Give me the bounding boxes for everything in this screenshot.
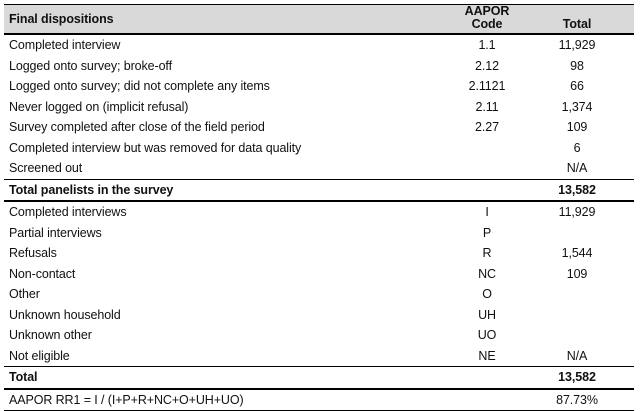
column-header-total: Total [520, 5, 634, 35]
row-aapor-code: P [482, 225, 492, 240]
row-total-value: 66 [570, 79, 584, 94]
row-aapor-code [454, 138, 520, 159]
table-row [4, 76, 634, 97]
row-aapor-code [454, 367, 520, 389]
formula-row [4, 389, 634, 411]
row-total-value: 98 [570, 58, 584, 73]
table-row [4, 305, 634, 326]
row-label: Survey completed after close of the field period [9, 120, 265, 135]
column-header-final-dispositions: Final dispositions [4, 5, 454, 35]
row-label: Other [9, 287, 40, 302]
row-label: Refusals [9, 246, 57, 261]
table-row [4, 201, 634, 223]
row-total-value: 1,544 [561, 246, 593, 261]
row-label: Logged onto survey; broke-off [9, 58, 172, 73]
row-total-value: N/A [566, 348, 588, 363]
table-row [4, 223, 634, 244]
table-row [4, 138, 634, 159]
row-total-value: 1,374 [561, 99, 593, 114]
row-aapor-code [454, 179, 520, 201]
row-label: Completed interview but was removed for data quality [9, 140, 302, 155]
row-total-value: 11,929 [558, 205, 596, 220]
table-row [4, 325, 634, 346]
row-label: AAPOR RR1 = I / (I+P+R+NC+O+UH+UO) [4, 389, 454, 411]
table-row [4, 284, 634, 305]
row-aapor-code: 2.12 [475, 58, 499, 73]
row-aapor-code: 1.1 [478, 38, 496, 53]
table-row [4, 346, 634, 367]
row-label: Never logged on (implicit refusal) [9, 99, 189, 114]
row-aapor-code: I [485, 205, 489, 220]
row-aapor-code: O [482, 287, 492, 302]
row-total-value [520, 325, 634, 346]
row-label: Non-contact [9, 266, 76, 281]
row-label: Logged onto survey; did not complete any items [9, 79, 270, 94]
row-aapor-code [454, 389, 520, 411]
row-label: Not eligible [9, 348, 70, 363]
row-total-value: 109 [566, 266, 588, 281]
row-aapor-code: R [482, 246, 492, 261]
column-header-aapor-code: AAPOR Code [454, 5, 520, 35]
row-aapor-code: NC [478, 266, 496, 281]
final-dispositions-table [4, 4, 634, 411]
table-row [4, 56, 634, 77]
row-total-value [520, 305, 634, 326]
row-total-value: 13,582 [520, 367, 634, 389]
row-aapor-code: 2.1121 [468, 79, 506, 94]
table-row [4, 158, 634, 179]
row-label: Total [4, 367, 454, 389]
table-row [4, 34, 634, 56]
row-aapor-code: NE [478, 348, 496, 363]
row-total-value: N/A [566, 161, 588, 176]
table-row [4, 264, 634, 285]
row-total-value: 13,582 [520, 179, 634, 201]
row-total-value [520, 284, 634, 305]
total-row [4, 179, 634, 201]
row-aapor-code: UH [478, 307, 496, 322]
row-label: Unknown other [9, 328, 92, 343]
header-row [4, 5, 634, 35]
row-total-value: 87.73% [520, 389, 634, 411]
table-row [4, 97, 634, 118]
row-aapor-code: UO [477, 328, 497, 343]
row-aapor-code [454, 158, 520, 179]
table-row [4, 117, 634, 138]
table-body [4, 34, 634, 411]
row-total-value: 109 [566, 120, 588, 135]
table-row [4, 243, 634, 264]
row-label: Completed interview [9, 38, 121, 53]
row-label: Unknown household [9, 307, 121, 322]
row-total-value: 6 [573, 140, 581, 155]
row-total-value: 11,929 [558, 38, 596, 53]
total-row [4, 367, 634, 389]
row-label: Completed interviews [9, 205, 127, 220]
row-aapor-code: 2.27 [475, 120, 499, 135]
row-label: Partial interviews [9, 225, 102, 240]
row-label: Total panelists in the survey [4, 179, 454, 201]
row-label: Screened out [9, 161, 83, 176]
row-total-value [520, 223, 634, 244]
row-aapor-code: 2.11 [475, 99, 499, 114]
table-header [4, 5, 634, 35]
